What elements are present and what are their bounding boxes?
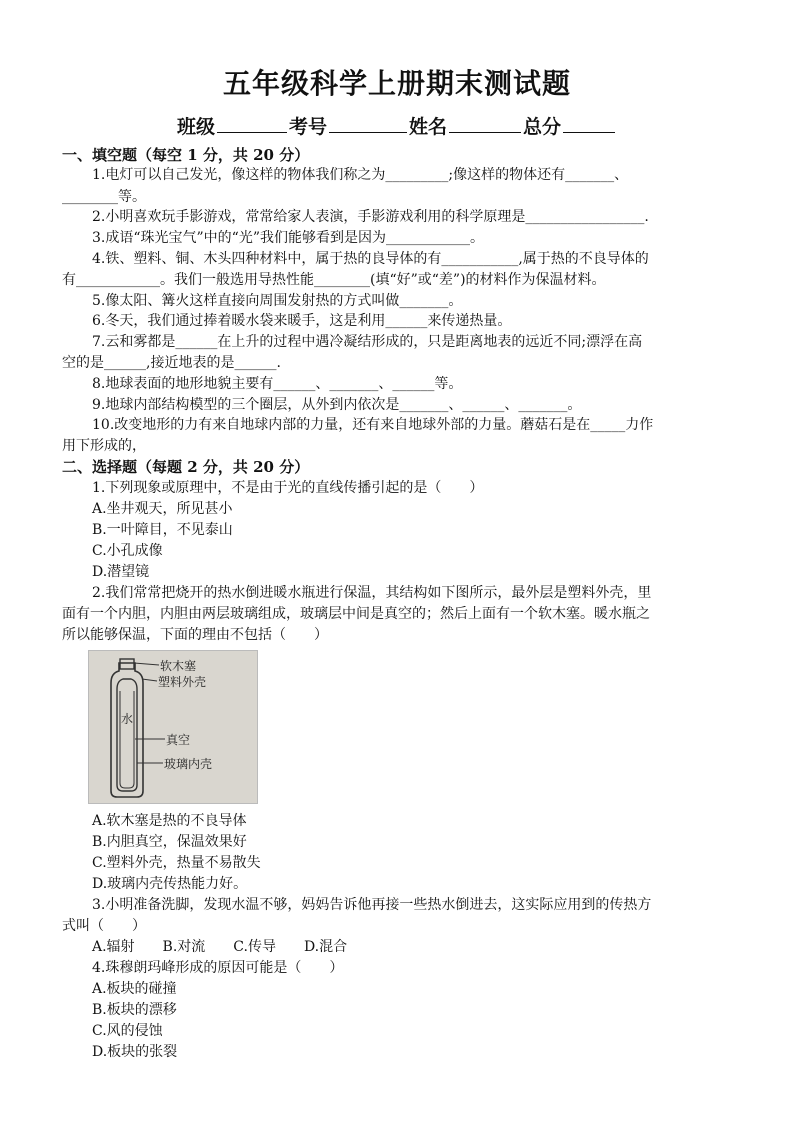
exam-no-blank[interactable] bbox=[329, 114, 407, 133]
s1-q3: 3.成语“珠光宝气”中的“光”我们能够看到是因为____________。 bbox=[92, 230, 484, 246]
name-blank[interactable] bbox=[449, 114, 521, 133]
thermos-illustration bbox=[89, 651, 257, 803]
s2-q4-option-b[interactable]: B.板块的漂移 bbox=[92, 1002, 177, 1018]
s2-q4-option-d[interactable]: D.板块的张裂 bbox=[92, 1044, 178, 1060]
thermos-diagram bbox=[88, 650, 258, 804]
s2-q3-line1: 3.小明准备洗脚，发现水温不够，妈妈告诉他再接一些热水倒进去，这实际应用到的传热方 bbox=[92, 897, 652, 913]
s2-q3-options[interactable]: A.辐射 B.对流 C.传导 D.混合 bbox=[92, 939, 348, 955]
s1-q1-line1: 1.电灯可以自己发光，像这样的物体我们称之为_________;像这样的物体还有_______、 bbox=[92, 167, 629, 183]
student-info-line bbox=[0, 112, 794, 139]
page-title: 五年级科学上册期末测试题 bbox=[222, 67, 571, 100]
s1-q10-line2: 用下形成的， bbox=[62, 438, 146, 454]
label-vacuum: 真空 bbox=[166, 733, 191, 747]
s2-q2-option-b[interactable]: B.内胆真空，保温效果好 bbox=[92, 834, 247, 850]
s2-q4: 4.珠穆朗玛峰形成的原因可能是（ ） bbox=[92, 960, 344, 976]
s2-q2-option-d[interactable]: D.玻璃内壳传热能力好。 bbox=[92, 876, 248, 892]
s2-q1-option-b[interactable]: B.一叶障目，不见泰山 bbox=[92, 522, 233, 538]
class-label: 班级 bbox=[176, 116, 215, 138]
s2-q4-option-c[interactable]: C.风的侵蚀 bbox=[92, 1023, 163, 1039]
s2-q2-line2: 面有一个内胆，内胆由两层玻璃组成，玻璃层中间是真空的；然后上面有一个软木塞。暖水瓶之 bbox=[62, 606, 650, 622]
score-blank[interactable] bbox=[563, 114, 615, 133]
s1-q9: 9.地球内部结构模型的三个圈层，从外到内依次是_______、______、_______。 bbox=[92, 397, 582, 413]
s1-q2: 2.小明喜欢玩手影游戏，常常给家人表演，手影游戏利用的科学原理是_________________. bbox=[92, 209, 649, 225]
label-shell: 塑料外壳 bbox=[158, 675, 207, 689]
section1-heading: 一、填空题（每空 1 分，共 20 分） bbox=[62, 146, 310, 164]
s1-q6: 6.冬天，我们通过捧着暖水袋来暖手，这是利用______来传递热量。 bbox=[92, 313, 512, 329]
s1-q4-line1: 4.铁、塑料、铜、木头四种材料中，属于热的良导体的有___________,属于热的不良导体的 bbox=[92, 251, 649, 267]
s2-q2-option-a[interactable]: A.软木塞是热的不良导体 bbox=[92, 813, 247, 829]
s2-q1-option-a[interactable]: A.坐井观天，所见甚小 bbox=[92, 501, 233, 517]
s2-q2-option-c[interactable]: C.塑料外壳，热量不易散失 bbox=[92, 855, 261, 871]
exam-no-label: 考号 bbox=[288, 116, 327, 138]
section2-heading: 二、选择题（每题 2 分，共 20 分） bbox=[62, 458, 310, 476]
s1-q1-line2: ________等。 bbox=[62, 189, 146, 205]
s2-q1: 1.下列现象或原理中，不是由于光的直线传播引起的是（ ） bbox=[92, 480, 484, 496]
s1-q8: 8.地球表面的地形地貌主要有______、_______、______等。 bbox=[92, 376, 463, 392]
name-label: 姓名 bbox=[409, 116, 448, 138]
s1-q10-line1: 10.改变地形的力有来自地球内部的力量，还有来自地球外部的力量。蘑菇石是在_____力作 bbox=[92, 417, 654, 433]
score-label: 总分 bbox=[523, 116, 562, 138]
s2-q1-option-d[interactable]: D.潜望镜 bbox=[92, 564, 150, 580]
label-water: 水 bbox=[121, 712, 134, 726]
label-glass: 玻璃内壳 bbox=[164, 757, 213, 771]
class-blank[interactable] bbox=[217, 114, 287, 133]
label-cork: 软木塞 bbox=[160, 659, 197, 673]
s2-q4-option-a[interactable]: A.板块的碰撞 bbox=[92, 981, 177, 997]
s1-q4-line2: 有____________。我们一般选用导热性能________(填“好”或“差”)的材料作为保温材料。 bbox=[62, 272, 606, 288]
s2-q2-line1: 2.我们常常把烧开的热水倒进暖水瓶进行保温，其结构如下图所示，最外层是塑料外壳，里 bbox=[92, 585, 652, 601]
s2-q3-line2: 式叫（ ） bbox=[62, 918, 146, 934]
s1-q5: 5.像太阳、篝火这样直接向周围发射热的方式叫做_______。 bbox=[92, 293, 463, 309]
s1-q7-line1: 7.云和雾都是______在上升的过程中遇冷凝结形成的，只是距离地表的远近不同;漂浮在高 bbox=[92, 334, 643, 350]
s1-q7-line2: 空的是______,接近地表的是______. bbox=[62, 355, 281, 371]
s2-q1-option-c[interactable]: C.小孔成像 bbox=[92, 543, 163, 559]
s2-q2-line3: 所以能够保温，下面的理由不包括（ ） bbox=[62, 627, 328, 643]
